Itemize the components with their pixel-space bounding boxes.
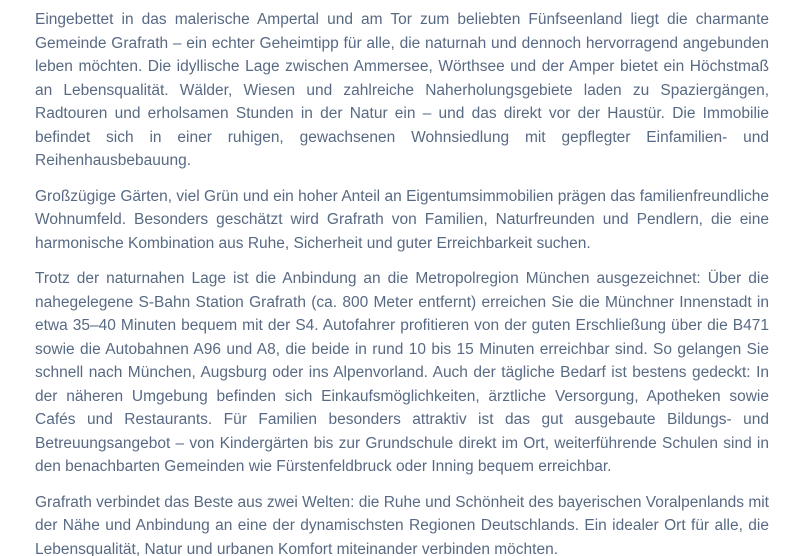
paragraph-summary: Grafrath verbindet das Beste aus zwei Welten: die Ruhe und Schönheit des bayerischen Voralpenlands mit der Nähe und Anbindung an eine der dynamischsten Regionen Deutschlands. Ein idealer Ort für alle, die Lebensqualität, Natur und urbanen Komfort miteinander verbinden möchten. <box>35 493 769 556</box>
paragraph-location-intro: Eingebettet in das malerische Ampertal und am Tor zum beliebten Fünfseenland liegt die charmante Gemeinde Grafrath – ein echter Geheimtipp für alle, die naturnah und dennoch hervorragend angebunden leben möchten. Die idyllische Lage zwischen Ammersee, Wörthsee und der Amper bietet ein Höchstmaß an Lebensqualität. Wälder, Wiesen und zahlreiche Naherholungsgebiete laden zu Spaziergängen, Radtouren und erholsamen Stunden in der Natur ein – und das direkt vor der Haustür. Die Immobilie befindet sich in einer ruhigen, gewachsenen Wohnsiedlung mit gepflegter Einfamilien- und Reihenhausbebauung. <box>35 11 769 169</box>
paragraph-transport: Trotz der naturnahen Lage ist die Anbindung an die Metropolregion München ausgezeichnet: Über die nahegelegene S-Bahn Station Grafrath (ca. 800 Meter entfernt) erreichen Sie die Münchner Innenstadt in etwa 35–40 Minuten bequem mit der S4. Autofahrer profitieren von der guten Erschließung über die B471 sowie die Autobahnen A96 und A8, die beide in rund 10 bis 15 Minuten erreichbar sind. So gelangen Sie schnell nach München, Augsburg oder ins Alpenvorland. Auch der tägliche Bedarf ist bestens gedeckt: In der näheren Umgebung befinden sich Einkaufsmöglichkeiten, ärztliche Versorgung, Apotheken sowie Cafés und Restaurants. Für Familien besonders attraktiv ist das gut ausgebaute Bildungs- und Betreuungsangebot – von Kindergärten bis zur Grundschule direkt im Ort, weiterführende Schulen sind in den benachbarten Gemeinden wie Fürstenfeldbruck oder Inning bequem erreichbar. <box>35 270 769 475</box>
paragraph-neighborhood: Großzügige Gärten, viel Grün und ein hoher Anteil an Eigentumsimmobilien prägen das familienfreundliche Wohnumfeld. Besonders geschätzt wird Grafrath von Familien, Naturfreunden und Pendlern, die eine harmonische Kombination aus Ruhe, Sicherheit und guter Erreichbarkeit suchen. <box>35 187 769 252</box>
